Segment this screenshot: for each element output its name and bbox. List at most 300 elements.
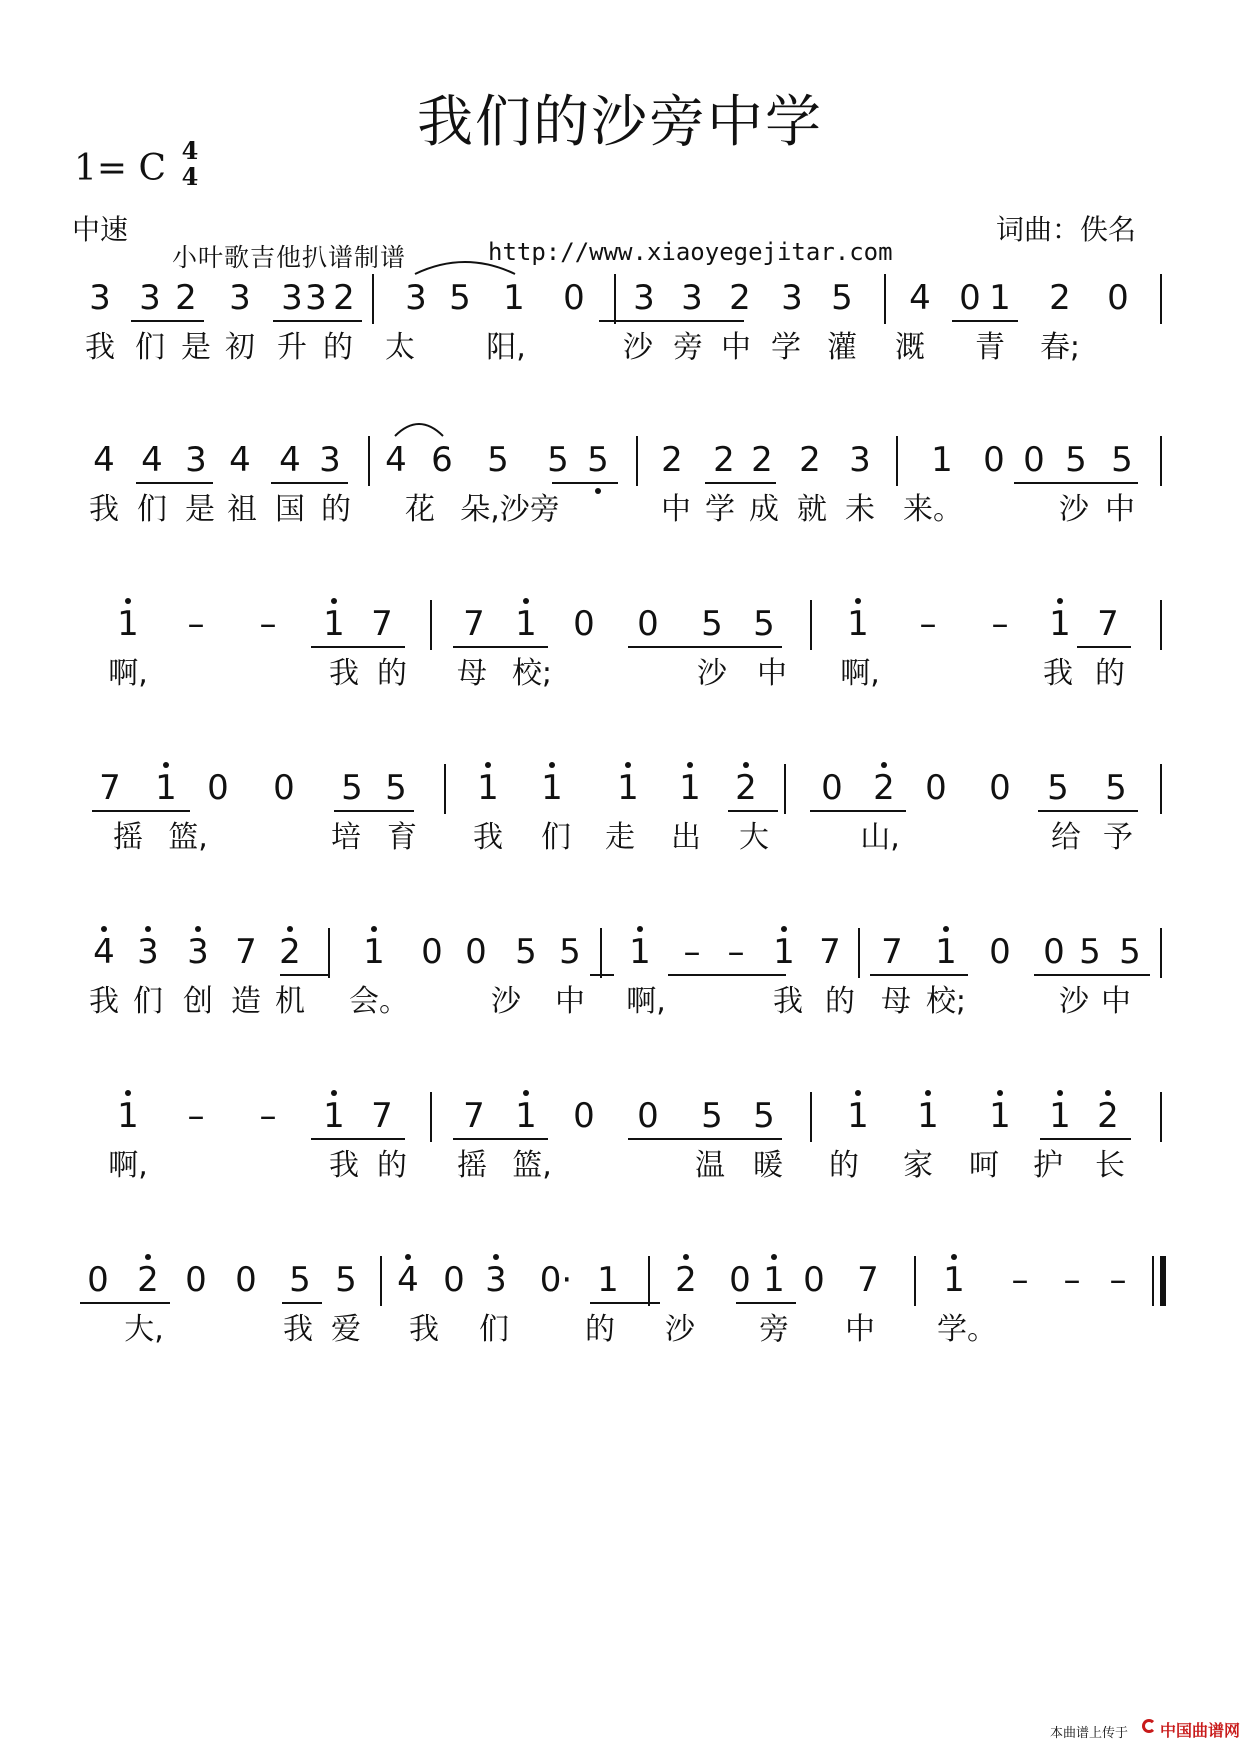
- lyric-syllable: 校;: [511, 656, 553, 691]
- barline: [858, 928, 860, 978]
- beam-underline: [334, 810, 414, 812]
- beam-underline: [280, 974, 330, 976]
- lyric-syllable: 我: [773, 984, 803, 1019]
- octave-dot-high: [145, 926, 151, 932]
- lyric-syllable: 中: [555, 984, 585, 1019]
- lyric-syllable: 我: [89, 492, 119, 527]
- lyric-syllable: 是: [181, 330, 211, 365]
- note: –: [919, 604, 937, 644]
- note: 7: [463, 1096, 485, 1136]
- lyric-syllable: 的: [321, 492, 351, 527]
- barline: [368, 436, 370, 486]
- lyric-syllable: 的: [323, 330, 353, 365]
- octave-dot-high: [925, 1090, 931, 1096]
- beam-underline: [136, 482, 213, 484]
- beam-underline: [453, 646, 548, 648]
- note: –: [1063, 1260, 1081, 1300]
- note: 1: [931, 440, 953, 480]
- beam-underline: [80, 1302, 170, 1304]
- lyric-syllable: 啊,: [840, 656, 880, 691]
- note: 1: [617, 768, 639, 808]
- lyric-syllable: 中: [845, 1312, 875, 1347]
- beam-underline: [1077, 646, 1131, 648]
- lyric-syllable: 成: [749, 492, 779, 527]
- song-title: 我们的沙旁中学: [417, 90, 823, 155]
- barline: [648, 1256, 650, 1306]
- barline: [1160, 274, 1162, 324]
- barline: [430, 1092, 432, 1142]
- note: 6: [431, 440, 453, 480]
- lyric-syllable: 育: [387, 820, 417, 855]
- lyric-syllable: 我: [1043, 656, 1073, 691]
- note: 4: [397, 1260, 419, 1300]
- lyric-syllable: 的: [825, 984, 855, 1019]
- site-logo-icon: [1142, 1719, 1156, 1733]
- key-signature: 1= C: [74, 148, 167, 189]
- note: 1: [363, 932, 385, 972]
- note: 5: [753, 604, 775, 644]
- slur-arc: [411, 256, 519, 276]
- lyric-syllable: 来。: [903, 492, 963, 527]
- barline: [810, 1092, 812, 1142]
- octave-dot-high: [523, 598, 529, 604]
- note: –: [683, 932, 701, 972]
- note: 5: [559, 932, 581, 972]
- octave-dot-high: [405, 1254, 411, 1260]
- octave-dot-high: [951, 1254, 957, 1260]
- note: 0: [983, 440, 1005, 480]
- note: 1: [515, 604, 537, 644]
- barline: [614, 274, 616, 324]
- lyric-syllable: 机: [275, 984, 305, 1019]
- octave-dot-high: [287, 926, 293, 932]
- note: 4: [93, 932, 115, 972]
- lyric-syllable: 啊,: [108, 656, 148, 691]
- note: 1: [679, 768, 701, 808]
- note: 0: [925, 768, 947, 808]
- octave-dot-high: [997, 1090, 1003, 1096]
- lyric-syllable: 篮,: [168, 820, 208, 855]
- note: 1: [943, 1260, 965, 1300]
- octave-dot-low: [595, 488, 601, 494]
- note: 2: [1097, 1096, 1119, 1136]
- lyric-syllable: 学: [771, 330, 801, 365]
- note: 0: [1043, 932, 1065, 972]
- octave-dot-high: [855, 1090, 861, 1096]
- beam-underline: [952, 320, 1018, 322]
- note: 7: [235, 932, 257, 972]
- note: –: [187, 604, 205, 644]
- beam-underline: [1014, 482, 1138, 484]
- lyric-syllable: 升: [277, 330, 307, 365]
- note: 3: [405, 278, 427, 318]
- note: 3: [319, 440, 341, 480]
- beam-underline: [736, 1302, 796, 1304]
- lyric-syllable: 灌: [827, 330, 857, 365]
- note: 2: [333, 278, 355, 318]
- lyric-syllable: 摇: [113, 820, 143, 855]
- octave-dot-high: [1105, 1090, 1111, 1096]
- barline: [1160, 1092, 1162, 1142]
- lyric-syllable: 中: [1105, 492, 1135, 527]
- beam-underline: [311, 1138, 405, 1140]
- note: 3: [633, 278, 655, 318]
- octave-dot-high: [101, 926, 107, 932]
- note: 2: [713, 440, 735, 480]
- lyric-syllable: 沙: [623, 330, 653, 365]
- note: 1: [323, 604, 345, 644]
- barline: [1160, 928, 1162, 978]
- octave-dot-high: [493, 1254, 499, 1260]
- note: 4: [229, 440, 251, 480]
- note: 7: [881, 932, 903, 972]
- note: 4: [93, 440, 115, 480]
- time-signature-bottom: 4: [181, 162, 199, 191]
- note: 5: [831, 278, 853, 318]
- beam-underline: [668, 974, 786, 976]
- octave-dot-high: [1057, 1090, 1063, 1096]
- lyric-syllable: 沙: [697, 656, 727, 691]
- octave-dot-high: [687, 762, 693, 768]
- lyric-syllable: 篮,: [512, 1148, 552, 1183]
- note: 3: [681, 278, 703, 318]
- note: 2: [799, 440, 821, 480]
- note: 0: [573, 1096, 595, 1136]
- note: 3: [849, 440, 871, 480]
- barline: [784, 764, 786, 814]
- note: 0: [821, 768, 843, 808]
- score-row: [0, 1096, 1240, 1236]
- note: 0: [729, 1260, 751, 1300]
- beam-underline: [728, 810, 778, 812]
- lyric-syllable: 是: [185, 492, 215, 527]
- lyric-syllable: 花: [405, 492, 435, 527]
- note: 0: [563, 278, 585, 318]
- lyric-syllable: 旁: [673, 330, 703, 365]
- lyric-syllable: 的: [377, 1148, 407, 1183]
- octave-dot-high: [781, 926, 787, 932]
- lyric-syllable: 学。: [937, 1312, 997, 1347]
- note: –: [259, 604, 277, 644]
- note: 2: [137, 1260, 159, 1300]
- note: 4: [909, 278, 931, 318]
- note: 2: [735, 768, 757, 808]
- note: 1: [117, 604, 139, 644]
- note: 0: [1023, 440, 1045, 480]
- lyric-syllable: 国: [275, 492, 305, 527]
- lyric-syllable: 中: [721, 330, 751, 365]
- barline: [1160, 764, 1162, 814]
- lyric-syllable: 造: [231, 984, 261, 1019]
- note: 1: [847, 604, 869, 644]
- lyric-syllable: 们: [137, 492, 167, 527]
- note: 5: [335, 1260, 357, 1300]
- note: 1: [477, 768, 499, 808]
- lyric-syllable: 创: [183, 984, 213, 1019]
- note: –: [259, 1096, 277, 1136]
- beam-underline: [1040, 1138, 1131, 1140]
- barline: [328, 928, 330, 978]
- lyric-syllable: 的: [829, 1148, 859, 1183]
- lyric-syllable: 出: [671, 820, 701, 855]
- score-row: [0, 440, 1240, 580]
- note: 5: [341, 768, 363, 808]
- note: 3: [89, 278, 111, 318]
- watermark-text: 小叶歌吉他扒谱制谱: [172, 243, 407, 272]
- note: 5: [449, 278, 471, 318]
- note: 0: [273, 768, 295, 808]
- lyric-syllable: 中: [757, 656, 787, 691]
- note: 7: [857, 1260, 879, 1300]
- note: 5: [1111, 440, 1133, 480]
- barline: [1160, 600, 1162, 650]
- lyric-syllable: 我: [85, 330, 115, 365]
- beam-underline: [453, 1138, 548, 1140]
- lyric-syllable: 的: [585, 1312, 615, 1347]
- note: 1: [323, 1096, 345, 1136]
- note: 3: [781, 278, 803, 318]
- note: 5: [753, 1096, 775, 1136]
- note: 0: [959, 278, 981, 318]
- lyric-syllable: 予: [1103, 820, 1133, 855]
- note: 2: [175, 278, 197, 318]
- barline: [1160, 436, 1162, 486]
- note: 0: [207, 768, 229, 808]
- score-row: [0, 768, 1240, 908]
- note: 1: [597, 1260, 619, 1300]
- lyric-syllable: 母: [457, 656, 487, 691]
- lyric-syllable: 大,: [124, 1312, 164, 1347]
- lyric-syllable: 们: [133, 984, 163, 1019]
- octave-dot-high: [771, 1254, 777, 1260]
- note: 7: [99, 768, 121, 808]
- note: 3: [187, 932, 209, 972]
- lyric-syllable: 未: [845, 492, 875, 527]
- note: 0: [1107, 278, 1129, 318]
- note: 5: [587, 440, 609, 480]
- beam-underline: [810, 810, 906, 812]
- note: 0: [989, 932, 1011, 972]
- note: 2: [675, 1260, 697, 1300]
- lyric-syllable: 走: [605, 820, 635, 855]
- note: 2: [751, 440, 773, 480]
- lyric-syllable: 学: [705, 492, 735, 527]
- octave-dot-high: [371, 926, 377, 932]
- lyric-syllable: 初: [225, 330, 255, 365]
- note: 1: [935, 932, 957, 972]
- note: 2: [729, 278, 751, 318]
- note: 5: [515, 932, 537, 972]
- barline: [1152, 1256, 1154, 1306]
- lyric-syllable: 呵: [969, 1148, 999, 1183]
- note: 0: [637, 1096, 659, 1136]
- note: 1: [515, 1096, 537, 1136]
- lyric-syllable: 中: [1101, 984, 1131, 1019]
- note: 4: [385, 440, 407, 480]
- lyric-syllable: 啊,: [108, 1148, 148, 1183]
- note: –: [727, 932, 745, 972]
- octave-dot-high: [743, 762, 749, 768]
- note: 5: [1119, 932, 1141, 972]
- lyric-syllable: 我: [409, 1312, 439, 1347]
- note: 1: [917, 1096, 939, 1136]
- lyric-syllable: 春;: [1039, 330, 1081, 365]
- note: 0: [87, 1260, 109, 1300]
- barline: [884, 274, 886, 324]
- barline: [896, 436, 898, 486]
- lyric-syllable: 我: [283, 1312, 313, 1347]
- lyric-syllable: 旁: [759, 1312, 789, 1347]
- lyric-syllable: 大: [739, 820, 769, 855]
- note: 5: [1105, 768, 1127, 808]
- octave-dot-high: [855, 598, 861, 604]
- tempo-marking: 中速: [72, 213, 129, 246]
- octave-dot-high: [485, 762, 491, 768]
- lyric-syllable: 的: [1095, 656, 1125, 691]
- beam-underline: [1038, 810, 1138, 812]
- note: 5: [1079, 932, 1101, 972]
- note: 4: [141, 440, 163, 480]
- note: 1: [847, 1096, 869, 1136]
- lyric-syllable: 培: [331, 820, 361, 855]
- footer-brand: 中国曲谱网: [1160, 1721, 1240, 1740]
- note: 5: [1047, 768, 1069, 808]
- slur-arc: [391, 418, 447, 438]
- beam-underline: [311, 646, 405, 648]
- lyric-syllable: 会。: [349, 984, 409, 1019]
- lyric-syllable: 阳,: [486, 330, 526, 365]
- note: 3: [139, 278, 161, 318]
- note: 3: [137, 932, 159, 972]
- note: 1: [989, 278, 1011, 318]
- lyric-syllable: 沙: [491, 984, 521, 1019]
- note: 0: [989, 768, 1011, 808]
- lyric-syllable: 长: [1095, 1148, 1125, 1183]
- barline: [600, 928, 602, 978]
- beam-underline: [271, 482, 348, 484]
- note: 7: [371, 604, 393, 644]
- note: 1: [117, 1096, 139, 1136]
- note: 5: [701, 604, 723, 644]
- note: –: [1011, 1260, 1029, 1300]
- octave-dot-high: [549, 762, 555, 768]
- octave-dot-high: [1057, 598, 1063, 604]
- lyric-syllable: 山,: [860, 820, 900, 855]
- octave-dot-high: [637, 926, 643, 932]
- note: 2: [661, 440, 683, 480]
- barline: [372, 274, 374, 324]
- note: 5: [487, 440, 509, 480]
- beam-underline: [590, 974, 614, 976]
- note: 7: [371, 1096, 393, 1136]
- note: 0: [573, 604, 595, 644]
- lyric-syllable: 爱: [331, 1312, 361, 1347]
- note: 1: [155, 768, 177, 808]
- note: 2: [873, 768, 895, 808]
- note: 3: [485, 1260, 507, 1300]
- beam-underline: [131, 320, 204, 322]
- beam-underline: [273, 320, 362, 322]
- lyric-syllable: 护: [1033, 1148, 1063, 1183]
- score-row: [0, 278, 1240, 418]
- lyric-syllable: 的: [377, 656, 407, 691]
- beam-underline: [628, 646, 782, 648]
- octave-dot-high: [331, 1090, 337, 1096]
- lyric-syllable: 家: [903, 1148, 933, 1183]
- note: 1: [773, 932, 795, 972]
- beam-underline: [870, 974, 968, 976]
- note: 5: [385, 768, 407, 808]
- note: 3: [305, 278, 327, 318]
- final-barline: [1160, 1256, 1166, 1306]
- lyric-syllable: 我: [329, 1148, 359, 1183]
- octave-dot-high: [331, 598, 337, 604]
- note: –: [991, 604, 1009, 644]
- footer-text: 本曲谱上传于: [1050, 1726, 1129, 1741]
- lyric-syllable: 溉: [895, 330, 925, 365]
- octave-dot-high: [683, 1254, 689, 1260]
- barline: [810, 600, 812, 650]
- barline: [430, 600, 432, 650]
- lyric-syllable: 就: [797, 492, 827, 527]
- octave-dot-high: [125, 598, 131, 604]
- credit-text: 词曲：佚名: [996, 213, 1137, 246]
- note: 5: [289, 1260, 311, 1300]
- note: 0: [421, 932, 443, 972]
- note: 0: [185, 1260, 207, 1300]
- octave-dot-high: [625, 762, 631, 768]
- octave-dot-high: [163, 762, 169, 768]
- lyric-syllable: 摇: [457, 1148, 487, 1183]
- time-signature: [176, 138, 204, 190]
- beam-underline: [1034, 974, 1150, 976]
- note: 5: [701, 1096, 723, 1136]
- octave-dot-high: [145, 1254, 151, 1260]
- lyric-syllable: 我: [329, 656, 359, 691]
- note: –: [187, 1096, 205, 1136]
- octave-dot-high: [523, 1090, 529, 1096]
- beam-underline: [552, 482, 618, 484]
- note: 1: [503, 278, 525, 318]
- note: 1: [989, 1096, 1011, 1136]
- lyric-syllable: 青: [975, 330, 1005, 365]
- beam-underline: [282, 1302, 322, 1304]
- note: 0: [235, 1260, 257, 1300]
- lyric-syllable: 校;: [925, 984, 967, 1019]
- lyric-syllable: 啊,: [626, 984, 666, 1019]
- note: 0: [803, 1260, 825, 1300]
- lyric-syllable: 中: [661, 492, 691, 527]
- note: 7: [1097, 604, 1119, 644]
- lyric-syllable: 我: [89, 984, 119, 1019]
- lyric-syllable: 沙: [665, 1312, 695, 1347]
- lyric-syllable: 朵,沙旁: [460, 492, 560, 527]
- lyric-syllable: 我: [473, 820, 503, 855]
- note: 1: [629, 932, 651, 972]
- note: 5: [1065, 440, 1087, 480]
- lyric-syllable: 们: [479, 1312, 509, 1347]
- score-row: [0, 604, 1240, 744]
- octave-dot-high: [943, 926, 949, 932]
- note: 3: [281, 278, 303, 318]
- note: 0: [637, 604, 659, 644]
- beam-underline: [705, 482, 776, 484]
- beam-underline: [92, 810, 190, 812]
- note: –: [1109, 1260, 1127, 1300]
- note: 1: [1049, 604, 1071, 644]
- octave-dot-high: [195, 926, 201, 932]
- note: 0: [465, 932, 487, 972]
